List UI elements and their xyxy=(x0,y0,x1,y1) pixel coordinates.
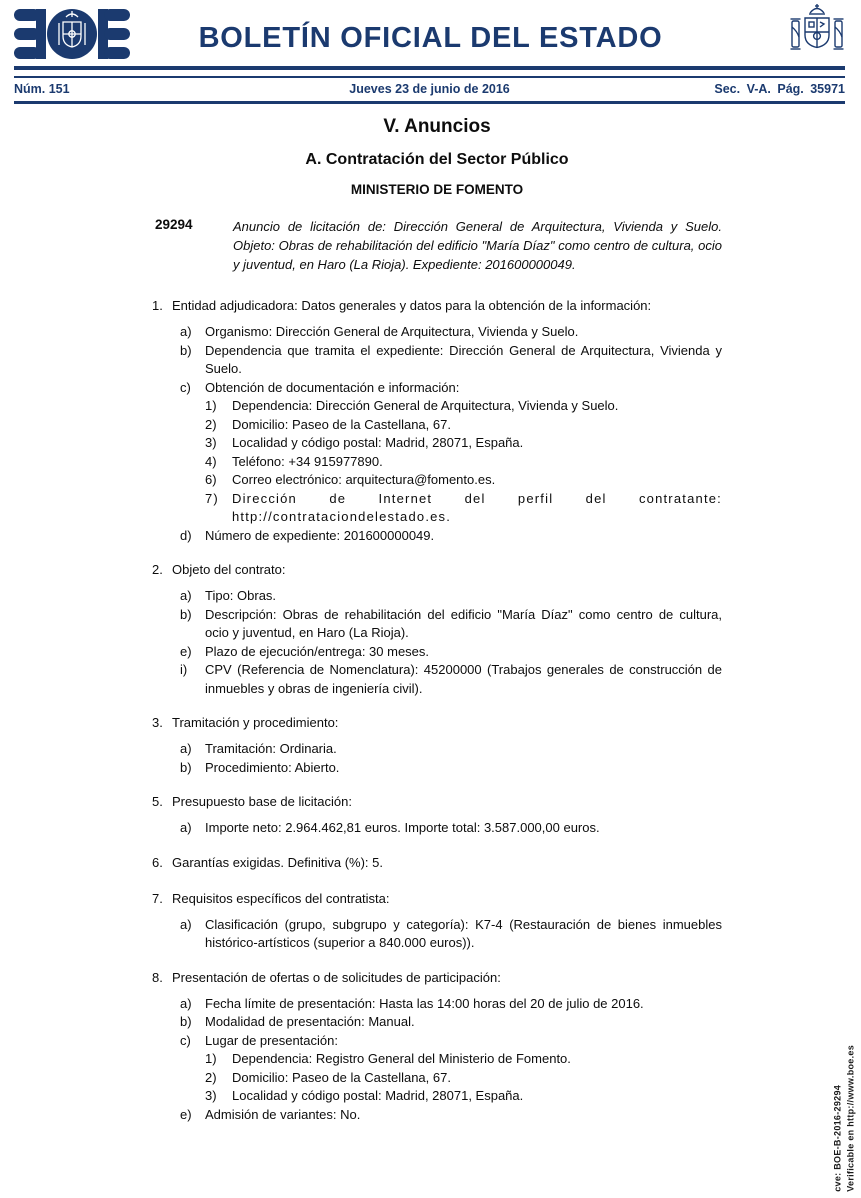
list-item xyxy=(152,397,722,416)
list-item xyxy=(152,471,722,490)
coat-of-arms-icon xyxy=(789,3,845,66)
item-label: 3) xyxy=(205,1088,217,1103)
item-label: b) xyxy=(180,606,192,622)
issue-date: Jueves 23 de junio de 2016 xyxy=(349,82,510,96)
section-title xyxy=(152,711,722,734)
section-title xyxy=(152,558,722,581)
header-rule-thin xyxy=(14,76,845,78)
item-text: Organismo: Dirección General de Arquitectura, Vivienda y Suelo. xyxy=(205,324,579,339)
section-page: Sec. V-A. Pág. 35971 xyxy=(714,82,845,96)
section xyxy=(152,711,722,777)
section-title-text: Tramitación y procedimiento: xyxy=(172,715,339,730)
item-label: a) xyxy=(180,995,192,1011)
item-label: b) xyxy=(180,759,192,775)
list-item xyxy=(152,587,722,606)
list-item xyxy=(152,661,722,698)
item-text: Obtención de documentación e información: xyxy=(205,379,460,395)
section-title xyxy=(152,294,722,317)
item-text: Número de expediente: 201600000049. xyxy=(205,527,435,543)
list-item xyxy=(152,995,722,1014)
item-label: d) xyxy=(180,527,192,543)
item-text: Tramitación: Ordinaria. xyxy=(205,741,337,756)
section-items xyxy=(152,740,722,777)
announcement-summary: Anuncio de licitación de: Dirección General de Arquitectura, Vivienda y Suelo. Objeto: Obras de rehabilitación del edificio "María Díaz" como centro de cultura, ocio y juventud, en Haro (La Rioja). Expediente: 201600000049. xyxy=(233,219,722,272)
item-text: Localidad y código postal: Madrid, 28071, España. xyxy=(232,1088,524,1103)
section-heading: V. Anuncios xyxy=(383,116,491,137)
section xyxy=(152,558,722,698)
announcement-body xyxy=(152,294,722,1124)
list-item xyxy=(152,379,722,398)
section-items xyxy=(152,323,722,545)
section-number: 1. xyxy=(152,298,163,313)
section xyxy=(152,851,722,874)
section-title-text: Presupuesto base de licitación: xyxy=(172,794,352,809)
ministry-heading: MINISTERIO DE FOMENTO xyxy=(350,182,524,197)
item-text: Domicilio: Paseo de la Castellana, 67. xyxy=(232,416,451,432)
info-bar xyxy=(14,80,845,100)
section-title xyxy=(152,790,722,813)
section-items xyxy=(152,587,722,698)
item-label: 6) xyxy=(205,472,217,487)
list-item xyxy=(152,1013,722,1032)
item-label: 7) xyxy=(205,490,219,506)
item-text: Descripción: Obras de rehabilitación del edificio "María Díaz" como centro de cultura, ocio y juventud, en Haro (La Rioja). xyxy=(205,606,722,640)
list-item xyxy=(152,490,722,527)
subsection-heading: A. Contratación del Sector Público xyxy=(305,151,569,168)
item-text: Dependencia: Registro General del Ministerio de Fomento. xyxy=(232,1051,571,1066)
section-title-text: Entidad adjudicadora: Datos generales y datos para la obtención de la información: xyxy=(172,298,652,313)
list-item xyxy=(152,416,722,435)
section-title xyxy=(152,851,722,874)
item-text: Lugar de presentación: xyxy=(205,1032,338,1048)
item-label: a) xyxy=(180,916,192,932)
section-number: 7. xyxy=(152,890,163,906)
item-text: Clasificación (grupo, subgrupo y categoría): K7-4 (Restauración de bienes inmuebles histórico-artísticos (superior a 840.000 euros)). xyxy=(205,916,722,950)
section-title xyxy=(152,887,722,910)
section xyxy=(152,966,722,1125)
section-items xyxy=(152,819,722,838)
item-text: Tipo: Obras. xyxy=(205,588,277,603)
item-text: Dependencia que tramita el expediente: Dirección General de Arquitectura, Vivienda y Suelo. xyxy=(205,342,722,376)
item-text: Admisión de variantes: No. xyxy=(205,1106,361,1122)
item-text: Importe neto: 2.964.462,81 euros. Importe total: 3.587.000,00 euros. xyxy=(205,820,600,835)
section-number: 8. xyxy=(152,969,163,985)
list-item xyxy=(152,323,722,342)
item-label: e) xyxy=(180,643,192,659)
list-item xyxy=(152,527,722,546)
issue-number: Núm. 151 xyxy=(14,82,70,96)
item-label: a) xyxy=(180,820,192,835)
list-item xyxy=(152,453,722,472)
item-text: Dirección de Internet del perfil del contratante: http://contrataciondelestado.es. xyxy=(232,490,722,524)
header-rule-thick xyxy=(14,66,845,70)
verify-note: Verificable en http://www.boe.es xyxy=(845,1045,856,1192)
item-label: a) xyxy=(180,324,192,339)
list-item xyxy=(152,342,722,379)
section-number: 6. xyxy=(152,854,163,870)
item-text: Plazo de ejecución/entrega: 30 meses. xyxy=(205,643,430,659)
section-title-text: Garantías exigidas. Definitiva (%): 5. xyxy=(172,854,383,870)
list-item xyxy=(152,740,722,759)
item-label: a) xyxy=(180,588,192,603)
document-content xyxy=(152,112,722,1124)
item-label: c) xyxy=(180,1032,191,1048)
item-label: 1) xyxy=(205,398,217,413)
announcement-number: 29294 xyxy=(155,217,193,232)
announcement xyxy=(152,217,722,274)
item-text: Dependencia: Dirección General de Arquitectura, Vivienda y Suelo. xyxy=(232,398,619,413)
item-text: Teléfono: +34 915977890. xyxy=(232,453,383,469)
list-item xyxy=(152,1032,722,1051)
item-label: c) xyxy=(180,379,191,395)
item-text: Modalidad de presentación: Manual. xyxy=(205,1014,415,1029)
list-item xyxy=(152,434,722,453)
list-item xyxy=(152,759,722,778)
item-text: Correo electrónico: arquitectura@fomento.es. xyxy=(232,472,496,487)
item-label: b) xyxy=(180,342,192,358)
list-item xyxy=(152,1087,722,1106)
item-text: Localidad y código postal: Madrid, 28071, España. xyxy=(232,435,524,450)
list-item xyxy=(152,1050,722,1069)
item-label: i) xyxy=(180,662,188,677)
section xyxy=(152,294,722,545)
section xyxy=(152,887,722,953)
section-number: 5. xyxy=(152,794,163,809)
list-item xyxy=(152,643,722,662)
list-item xyxy=(152,819,722,838)
header-rule-bottom xyxy=(14,101,845,104)
item-label: 1) xyxy=(205,1051,217,1066)
item-text: Procedimiento: Abierto. xyxy=(205,759,340,775)
section-title xyxy=(152,966,722,989)
item-label: b) xyxy=(180,1014,192,1029)
section-title-text: Requisitos específicos del contratista: xyxy=(172,890,390,906)
masthead xyxy=(0,0,861,66)
item-text: Fecha límite de presentación: Hasta las 14:00 horas del 20 de julio de 2016. xyxy=(205,995,644,1011)
section-number: 3. xyxy=(152,715,163,730)
section-items xyxy=(152,995,722,1125)
section-title-text: Presentación de ofertas o de solicitudes de participación: xyxy=(172,969,501,985)
item-label: 2) xyxy=(205,416,217,432)
cve-code: cve: BOE-B-2016-29294 xyxy=(832,1085,843,1192)
item-label: a) xyxy=(180,741,192,756)
item-label: 3) xyxy=(205,435,217,450)
section-title-text: Objeto del contrato: xyxy=(172,562,286,577)
list-item xyxy=(152,916,722,953)
section xyxy=(152,790,722,838)
item-text: Domicilio: Paseo de la Castellana, 67. xyxy=(232,1069,451,1085)
item-label: 2) xyxy=(205,1069,217,1085)
section-number: 2. xyxy=(152,562,163,577)
item-label: e) xyxy=(180,1106,192,1122)
list-item xyxy=(152,1069,722,1088)
side-verification-text xyxy=(831,1045,857,1192)
list-item xyxy=(152,606,722,643)
list-item xyxy=(152,1106,722,1125)
item-text: CPV (Referencia de Nomenclatura): 45200000 (Trabajos generales de construcción de inmuebles y obras de ingeniería civil). xyxy=(205,662,722,696)
section-items xyxy=(152,916,722,953)
gazette-title: BOLETÍN OFICIAL DEL ESTADO xyxy=(198,22,663,54)
item-label: 4) xyxy=(205,453,217,469)
